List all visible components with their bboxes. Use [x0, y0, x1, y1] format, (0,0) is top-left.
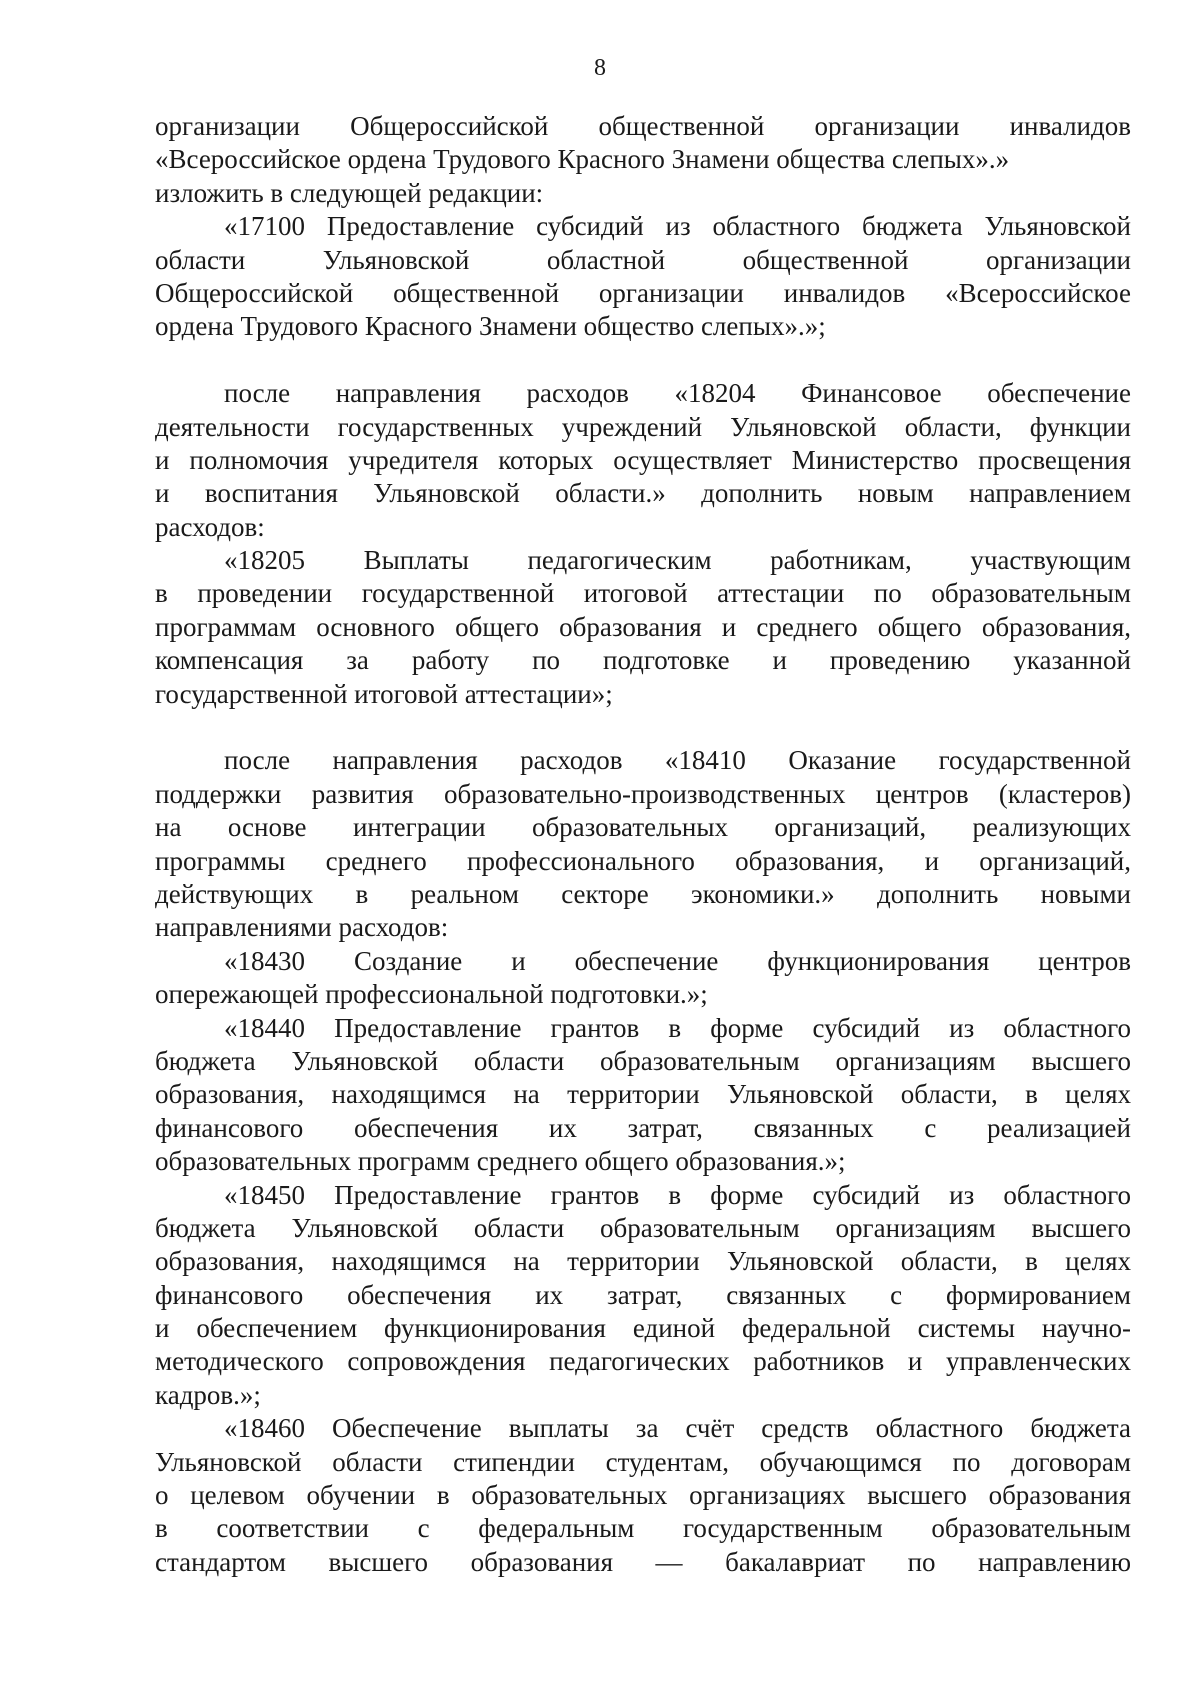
text-line: стандартом высшего образования — бакалавриат по направлению: [155, 1546, 1131, 1577]
text-line: ордена Трудового Красного Знамени общество слепых».»;: [155, 311, 826, 342]
paragraph: [155, 210, 1131, 344]
text-line: образования, находящимся на территории Ульяновской области, в целях: [155, 1079, 1131, 1110]
paragraph: [155, 544, 1131, 711]
paragraph-gap: [155, 711, 1131, 744]
text-line: и обеспечением функционирования единой федеральной системы научно-: [155, 1313, 1131, 1344]
text-line: изложить в следующей редакции:: [155, 177, 544, 208]
page-number: 8: [594, 55, 606, 81]
text-line: области Ульяновской областной общественной организации: [155, 244, 1131, 275]
text-line: программам основного общего образования и среднего общего образования,: [155, 611, 1131, 642]
text-line: после направления расходов «18204 Финансовое обеспечение: [224, 378, 1131, 409]
text-line: Ульяновской области стипендии студентам, обучающимся по договорам: [155, 1446, 1131, 1477]
text-line: бюджета Ульяновской области образовательным организациям высшего: [155, 1045, 1131, 1076]
text-line: образования, находящимся на территории Ульяновской области, в целях: [155, 1246, 1131, 1277]
text-line: в соответствии с федеральным государственным образовательным: [155, 1513, 1131, 1544]
text-line: «18430 Создание и обеспечение функционирования центров: [224, 945, 1131, 976]
text-line: образовательных программ среднего общего образования.»;: [155, 1146, 846, 1177]
paragraph: [155, 744, 1131, 944]
text-line: финансового обеспечения их затрат, связанных с формированием: [155, 1279, 1131, 1310]
text-line: «18460 Обеспечение выплаты за счёт средств областного бюджета: [224, 1413, 1131, 1444]
paragraph: [155, 1179, 1131, 1413]
text-line: в проведении государственной итоговой аттестации по образовательным: [155, 578, 1131, 609]
text-line: методического сопровождения педагогических работников и управленческих: [155, 1346, 1131, 1377]
text-line: «Всероссийское ордена Трудового Красного Знамени общества слепых».»: [155, 144, 1010, 175]
text-line: расходов:: [155, 511, 265, 542]
text-line: на основе интеграции образовательных организаций, реализующих: [155, 812, 1131, 843]
text-line: поддержки развития образовательно-производственных центров (кластеров): [155, 778, 1131, 809]
text-line: «18205 Выплаты педагогическим работникам, участвующим: [224, 545, 1131, 576]
text-line: «17100 Предоставление субсидий из областного бюджета Ульяновской: [224, 211, 1131, 242]
text-line: бюджета Ульяновской области образовательным организациям высшего: [155, 1212, 1131, 1243]
paragraph: [155, 377, 1131, 544]
text-line: Общероссийской общественной организации инвалидов «Всероссийское: [155, 277, 1131, 308]
text-line: опережающей профессиональной подготовки.»;: [155, 979, 708, 1010]
document-body: [155, 110, 1131, 1579]
text-line: и полномочия учредителя которых осуществляет Министерство просвещения: [155, 444, 1131, 475]
text-line: о целевом обучении в образовательных организациях высшего образования: [155, 1480, 1131, 1511]
text-line: кадров.»;: [155, 1379, 261, 1410]
text-line: государственной итоговой аттестации»;: [155, 678, 613, 709]
paragraph-gap: [155, 344, 1131, 377]
text-line: организации Общероссийской общественной организации инвалидов: [155, 111, 1131, 141]
text-line: «18450 Предоставление грантов в форме субсидий из областного: [224, 1179, 1131, 1210]
paragraph: [155, 1412, 1131, 1579]
text-line: «18440 Предоставление грантов в форме субсидий из областного: [224, 1012, 1131, 1043]
text-line: финансового обеспечения их затрат, связанных с реализацией: [155, 1112, 1131, 1143]
text-line: и воспитания Ульяновской области.» дополнить новым направлением: [155, 478, 1131, 509]
text-line: после направления расходов «18410 Оказание государственной: [224, 745, 1131, 776]
paragraph: [155, 1012, 1131, 1179]
text-line: программы среднего профессионального образования, и организаций,: [155, 845, 1131, 876]
paragraph: [155, 945, 1131, 1012]
text-line: направлениями расходов:: [155, 912, 449, 943]
paragraph: [155, 110, 1131, 210]
text-line: деятельности государственных учреждений Ульяновской области, функции: [155, 411, 1131, 442]
text-line: компенсация за работу по подготовке и проведению указанной: [155, 645, 1131, 676]
text-line: действующих в реальном секторе экономики.» дополнить новыми: [155, 878, 1131, 909]
